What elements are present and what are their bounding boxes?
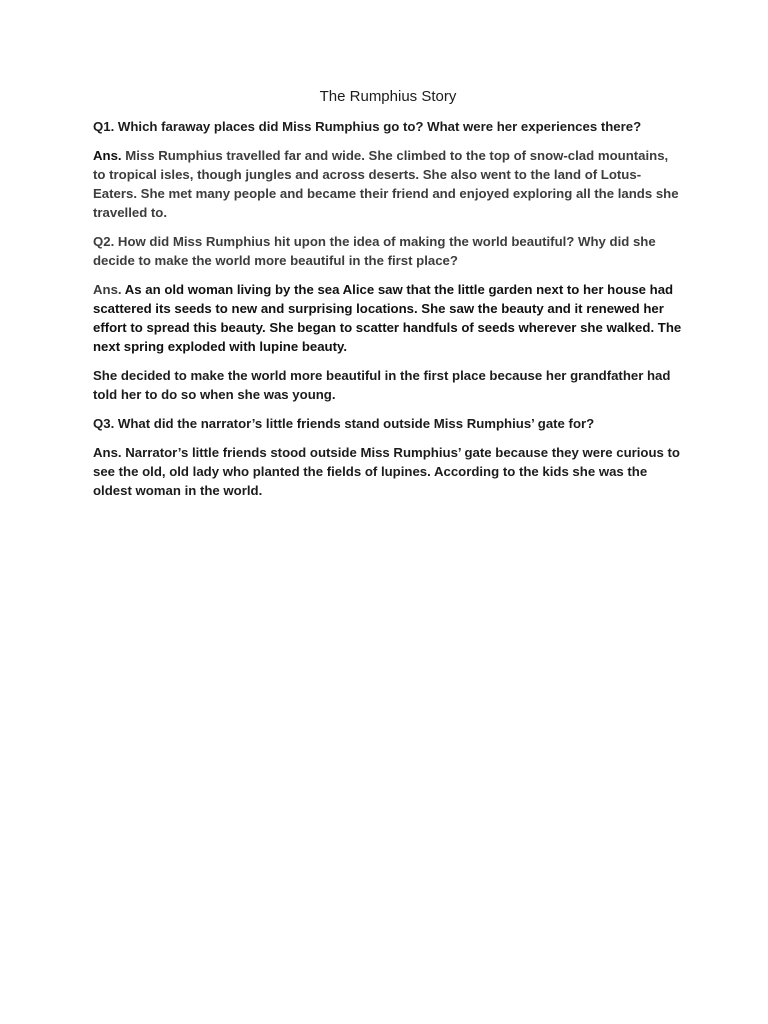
answer-1-text: Miss Rumphius travelled far and wide. She climbed to the top of snow-clad mountains, to tropical isles, though jungles and across deserts. She also went to the land of Lotus- Eaters. She met many people and became their friend and enjoyed exploring all the lands she travelled to. [93, 148, 679, 220]
answer-2 [93, 280, 683, 356]
question-1: Q1. Which faraway places did Miss Rumphius go to? What were her experiences there? [93, 119, 642, 134]
question-2: Q2. How did Miss Rumphius hit upon the idea of making the world beautiful? Why did she decide to make the world more beautiful in the first place? [93, 234, 656, 268]
answer-1 [93, 146, 683, 222]
question-3: Q3. What did the narrator’s little friends stand outside Miss Rumphius’ gate for? [93, 416, 595, 431]
answer-1-label: Ans. [93, 148, 122, 163]
answer-2-continued: She decided to make the world more beautiful in the first place because her grandfather had told her to do so when she was young. [93, 368, 671, 402]
answer-2-label: Ans. [93, 282, 122, 297]
answer-3: Ans. Narrator’s little friends stood outside Miss Rumphius’ gate because they were curious to see the old, old lady who planted the fields of lupines. According to the kids she was the oldest woman in the world. [93, 445, 680, 498]
document-title: The Rumphius Story [319, 88, 457, 105]
answer-2-text: As an old woman living by the sea Alice saw that the little garden next to her house had scattered its seeds to new and surprising locations. She saw the beauty and it renewed her effort to spread this beauty. She began to scatter handfuls of seeds wherever she walked. The next spring exploded with lupine beauty. [93, 282, 682, 354]
document-page [93, 86, 683, 510]
